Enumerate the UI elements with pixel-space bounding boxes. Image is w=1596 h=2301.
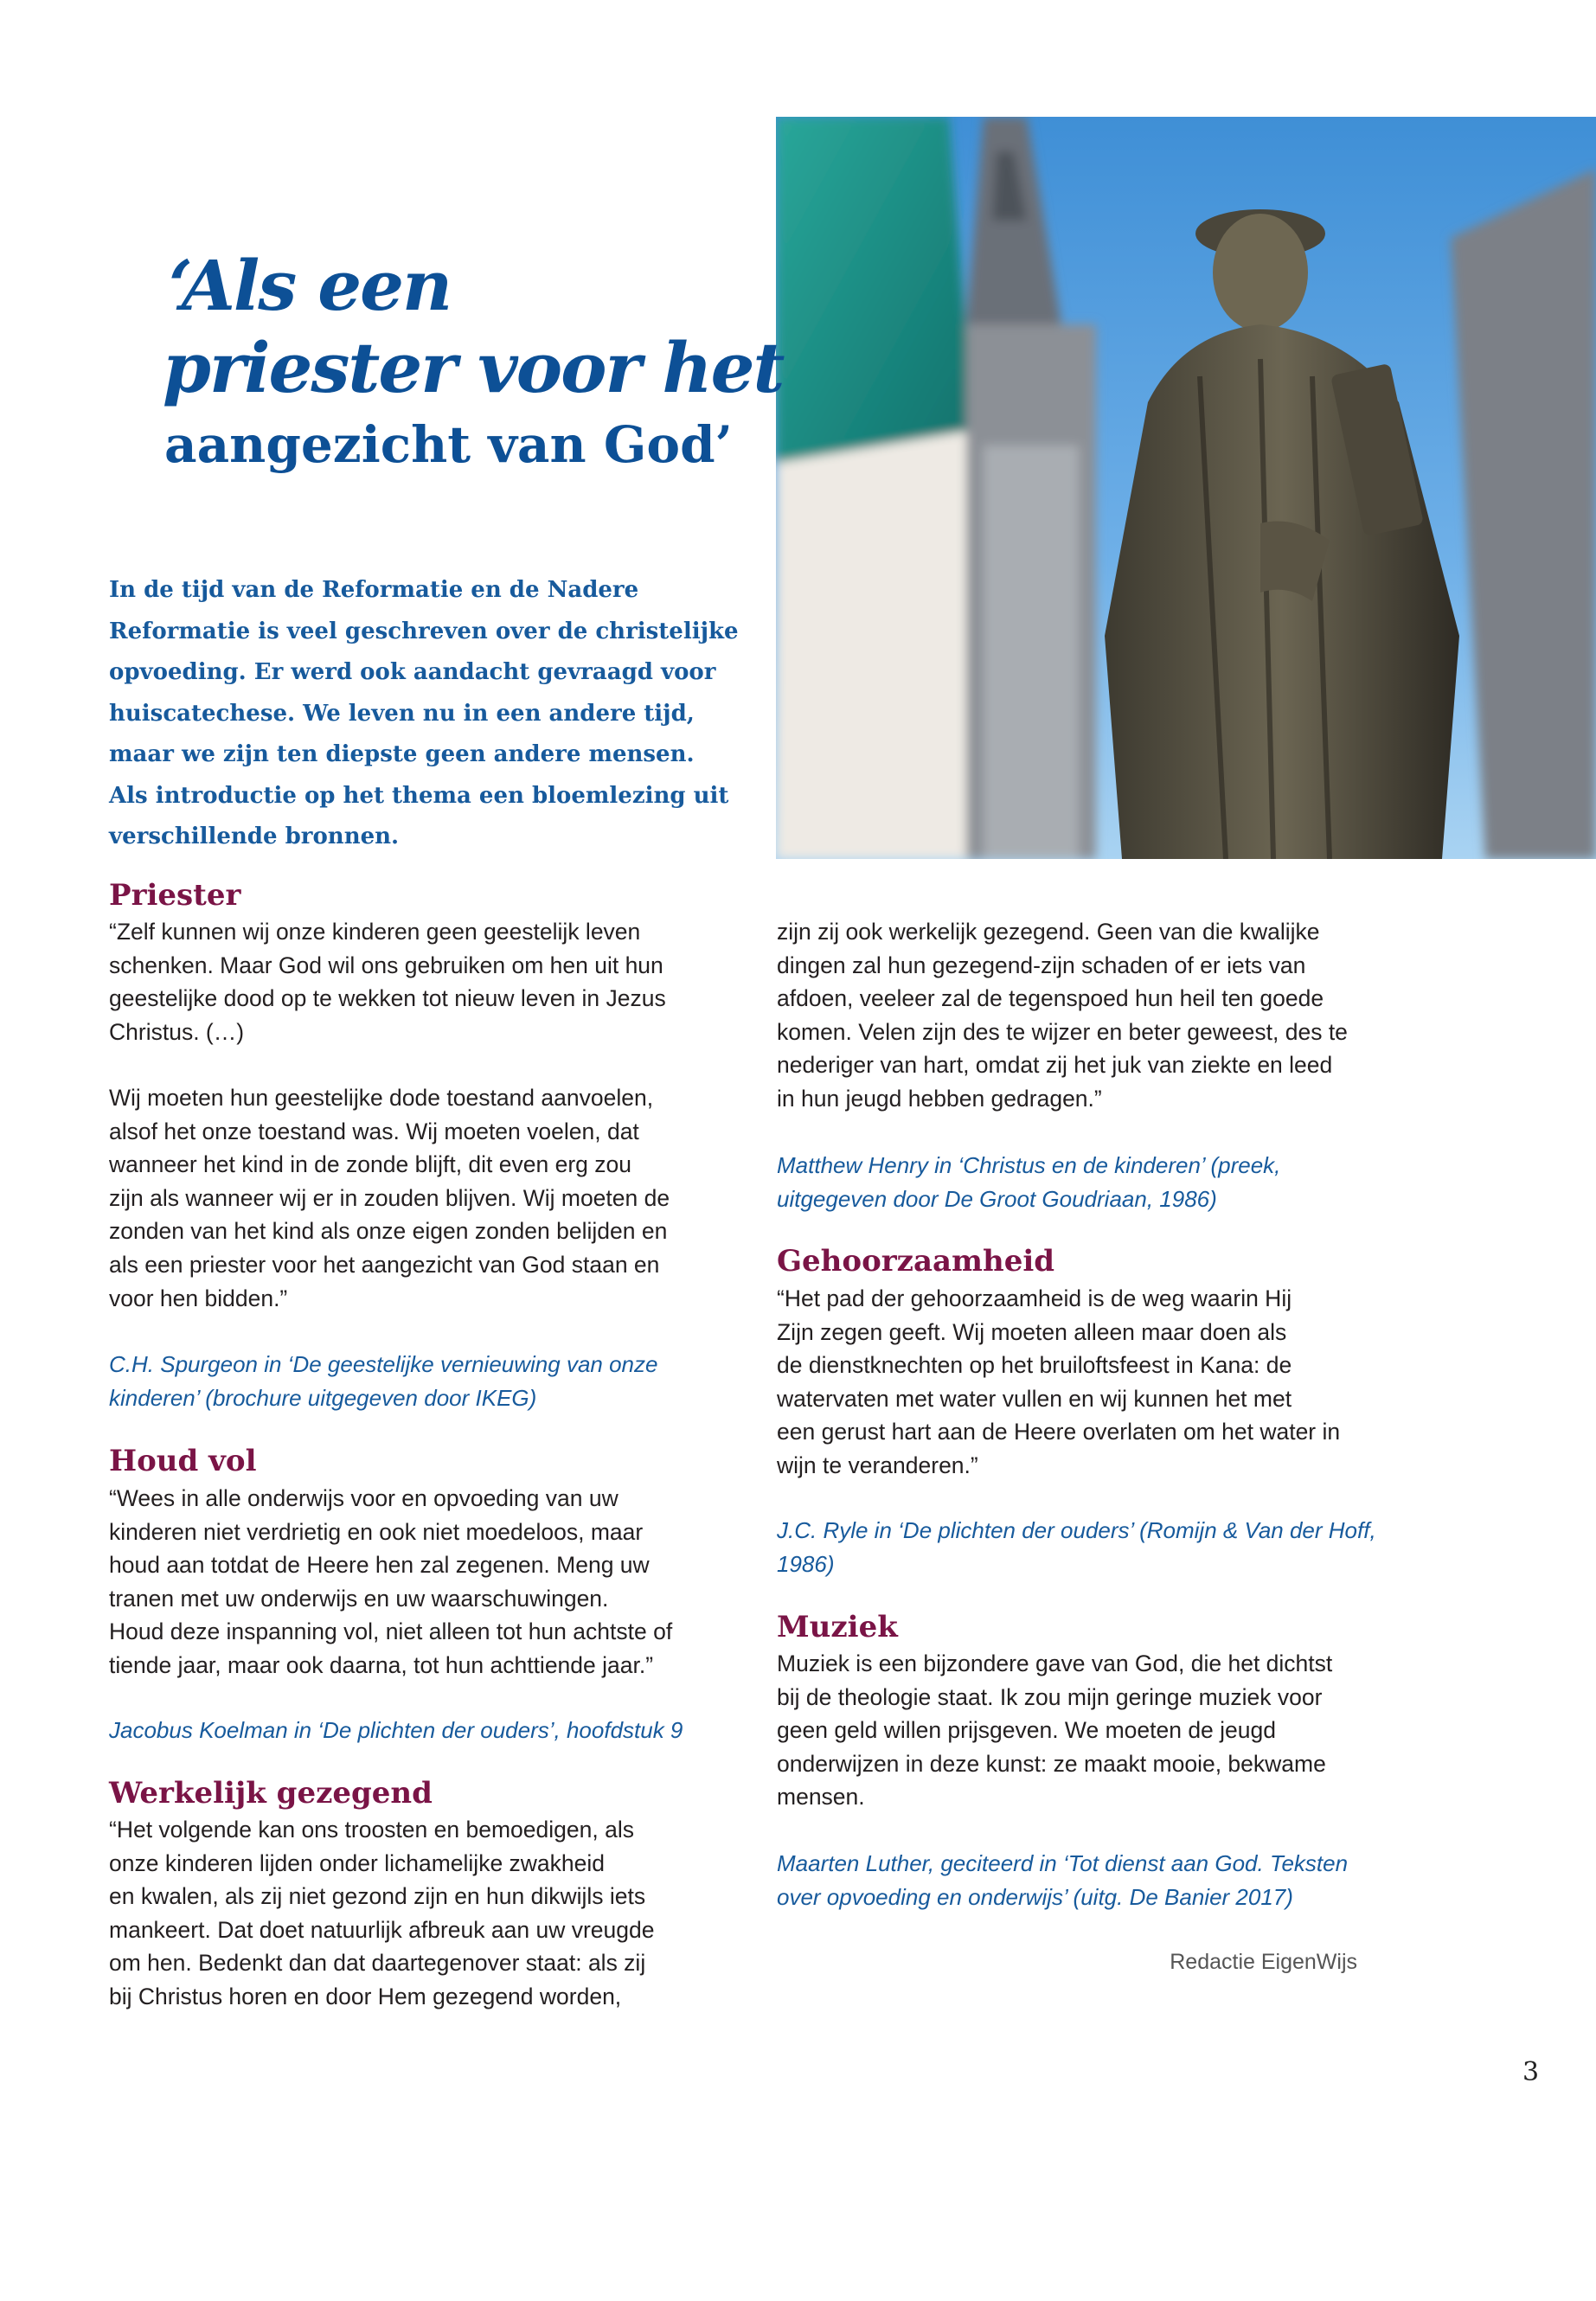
text-line: zonden van het kind als onze eigen zonden belijden en [109,1218,668,1245]
text-line: de dienstknechten op het bruiloftsfeest in Kana: de [777,1352,1292,1379]
text-line: mankeert. Dat doet natuurlijk afbreuk aan uw vreugde [109,1916,655,1943]
heading-houd-vol: Houd vol [109,1444,257,1478]
text-line: Zijn zegen geeft. Wij moeten alleen maar doen als [777,1318,1287,1345]
houd-vol-citation [109,1714,683,1747]
text-line: een gerust hart aan de Heere overlaten om het water in [777,1419,1341,1445]
text-line: dingen zal hun gezegend-zijn schaden of er iets van [777,952,1306,978]
text-line: kinderen niet verdrietig en ook niet moedeloos, maar [109,1518,644,1545]
priester-body [109,915,666,1048]
text-line: C.H. Spurgeon in ‘De geestelijke vernieuwing van onze [109,1351,658,1377]
text-line: “Het volgende kan ons troosten en bemoedigen, als [109,1817,634,1843]
text-line: wanneer het kind in de zonde blijft, dit even erg zou [109,1151,632,1178]
heading-muziek: Muziek [777,1610,898,1644]
gezegend-citation [777,1149,1280,1215]
text-line: “Het pad der gehoorzaamheid is de weg waarin Hij [777,1285,1292,1311]
heading-gehoorzaamheid: Gehoorzaamheid [777,1244,1055,1279]
text-line: huiscatechese. We leven nu in een andere tijd, [109,700,695,727]
text-line: zijn als wanneer wij er in zouden blijven. Wij moeten de [109,1184,670,1211]
text-line: maar we zijn ten diepste geen andere mensen. [109,741,695,767]
text-line: kinderen’ (brochure uitgegeven door IKEG) [109,1384,537,1411]
page-number: 3 [1522,2057,1540,2087]
text-line: 1986) [777,1550,835,1577]
priester-citation [109,1348,657,1414]
heading-priester: Priester [109,878,241,913]
text-line: J.C. Ryle in ‘De plichten der ouders’ (Romijn & Van der Hoff, [777,1517,1376,1543]
title-line-3: aangezicht van God’ [164,415,733,474]
text-line: “Zelf kunnen wij onze kinderen geen geestelijk leven [109,919,641,945]
text-line: afdoen, veeleer zal de tegenspoed hun heil ten goede [777,985,1324,1012]
text-line: Als introductie op het thema een bloemlezing uit [109,782,729,809]
text-line: Wij moeten hun geestelijke dode toestand aanvoelen, [109,1085,654,1111]
text-line: verschillende bronnen. [109,824,400,849]
text-line: In de tijd van de Reformatie en de Nadere [109,577,639,603]
text-line: nederiger van hart, omdat zij het juk van ziekte en leed [777,1052,1333,1079]
muziek-citation [777,1847,1348,1913]
signature: Redactie EigenWijs [1170,1950,1357,1974]
text-line: mensen. [777,1784,865,1811]
heading-werkelijk-gezegend: Werkelijk gezegend [109,1776,433,1811]
text-line: schenken. Maar God wil ons gebruiken om hen uit hun [109,952,663,978]
text-line: Jacobus Koelman in ‘De plichten der ouders’, hoofdstuk 9 [109,1717,683,1743]
title-line-2: priester voor het [163,327,784,408]
text-line: watervaten met water vullen en wij kunnen het met [777,1385,1292,1412]
text-line: komen. Velen zijn des te wijzer en beter geweest, des te [777,1018,1348,1045]
text-line: in hun jeugd hebben gedragen.” [777,1085,1102,1112]
text-line: bij de theologie staat. Ik zou mijn geringe muziek voor [777,1683,1323,1710]
text-line: alsof het onze toestand was. Wij moeten voelen, dat [109,1118,639,1144]
text-line: houd aan totdat de Heere hen zal zegenen. Meng uw [109,1552,650,1579]
text-line: om hen. Bedenkt dan dat daartegenover staat: als zij [109,1950,646,1977]
text-line: Maarten Luther, geciteerd in ‘Tot dienst aan God. Teksten [777,1850,1349,1876]
text-line: voor hen bidden.” [109,1285,288,1311]
text-line: geen geld willen prijsgeven. We moeten de jeugd [777,1717,1276,1744]
text-line: geestelijke dood op te wekken tot nieuw leven in Jezus [109,985,666,1012]
houd-vol-body [109,1482,672,1682]
gehoorzaamheid-body [777,1282,1340,1483]
luther-statue-photo [776,117,1596,859]
text-line: als een priester voor het aangezicht van God staan en [109,1251,660,1278]
text-line: onze kinderen lijden onder lichamelijke zwakheid [109,1849,606,1876]
text-line: Muziek is een bijzondere gave van God, die het dichtst [777,1650,1333,1676]
text-line: over opvoeding en onderwijs’ (uitg. De Banier 2017) [777,1883,1293,1910]
text-line: uitgegeven door De Groot Goudriaan, 1986) [777,1185,1217,1212]
text-line: Houd deze inspanning vol, niet alleen tot hun achtste of [109,1618,673,1645]
text-line: Reformatie is veel geschreven over de christelijke [109,618,739,644]
text-line: Matthew Henry in ‘Christus en de kinderen’ (preek, [777,1152,1281,1178]
text-line: Christus. (…) [109,1018,245,1045]
gezegend-body-continued [777,915,1348,1116]
text-line: wijn te veranderen.” [777,1452,978,1478]
intro-paragraph [109,570,739,858]
title-line-1: ‘Als een [169,245,452,326]
text-line: tranen met uw onderwijs en uw waarschuwingen. [109,1585,609,1612]
text-line: “Wees in alle onderwijs voor en opvoeding van uw [109,1485,619,1511]
statue-illustration [776,117,1596,859]
text-line: opvoeding. Er werd ook aandacht gevraagd voor [109,659,716,685]
muziek-body [777,1647,1332,1814]
text-line: en kwalen, als zij niet gezond zijn en hun dikwijls iets [109,1883,646,1910]
text-line: zijn zij ook werkelijk gezegend. Geen van die kwalijke [777,919,1320,945]
text-line: bij Christus horen en door Hem gezegend worden, [109,1983,622,2009]
gehoorzaamheid-citation [777,1514,1376,1580]
text-line: onderwijzen in deze kunst: ze maakt mooie, bekwame [777,1750,1326,1777]
gezegend-body [109,1813,654,2014]
text-line: tiende jaar, maar ook daarna, tot hun achttiende jaar.” [109,1651,654,1678]
priester-body-2 [109,1081,670,1315]
